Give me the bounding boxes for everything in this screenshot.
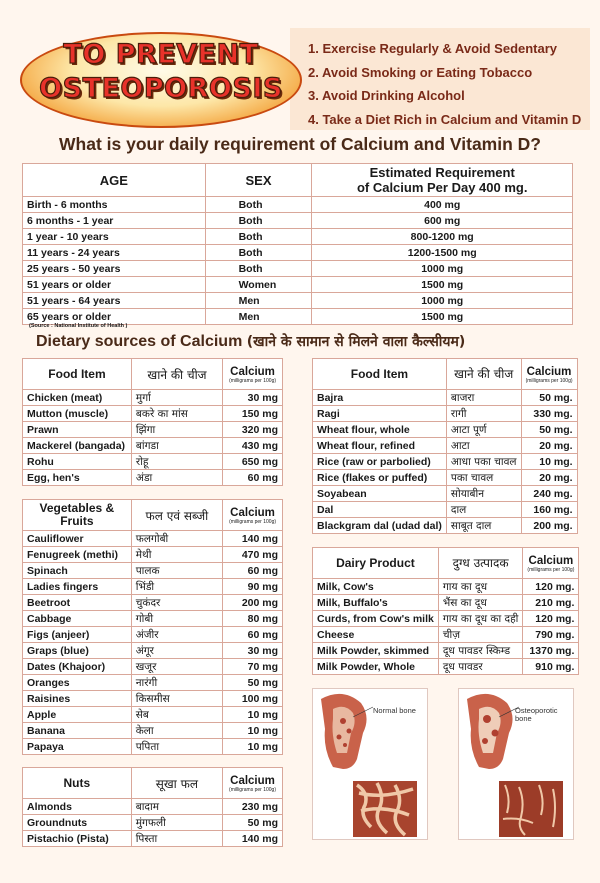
table-row: [23, 627, 283, 643]
table-row: [23, 707, 283, 723]
item-name-cell: Groundnuts: [23, 815, 132, 831]
calcium-value-cell: 100 mg: [223, 691, 283, 707]
hindi-name-cell: भैंस का दूध: [438, 595, 523, 611]
table-header-row: [23, 768, 283, 799]
calcium-value-cell: 120 mg.: [523, 579, 579, 595]
table-row: [23, 213, 573, 229]
item-name-cell: Wheat flour, refined: [313, 438, 447, 454]
item-name-cell: Figs (anjeer): [23, 627, 132, 643]
item-name-cell: Milk Powder, Whole: [313, 659, 439, 675]
hindi-name-cell: बांगडा: [131, 438, 222, 454]
col-dairy-hindi: दुग्ध उत्पादक: [438, 548, 523, 579]
hindi-name-cell: खजूर: [131, 659, 222, 675]
col-nuts-hindi: सूखा फल: [131, 768, 222, 799]
hindi-name-cell: गाय का दूध: [438, 579, 523, 595]
table-row: [313, 518, 578, 534]
calcium-value-cell: 10 mg: [223, 739, 283, 755]
item-name-cell: Chicken (meat): [23, 390, 132, 406]
table-row: [23, 643, 283, 659]
calcium-label: Calcium: [230, 507, 275, 519]
main-title: [20, 38, 302, 106]
sex-cell: Both: [205, 229, 312, 245]
table-row: [23, 815, 283, 831]
calcium-value-cell: 60 mg: [223, 627, 283, 643]
calcium-value-cell: 50 mg.: [521, 422, 577, 438]
table-header-row: [313, 359, 578, 390]
calcium-value-cell: 200 mg.: [521, 518, 577, 534]
unit-label: (milligrams per 100g): [527, 567, 575, 573]
diet-title: [36, 332, 465, 351]
col-age: AGE: [23, 164, 206, 197]
col-vegetables: Vegetables & Fruits: [23, 500, 132, 531]
sex-cell: Both: [205, 197, 312, 213]
tip-item: 1. Exercise Regularly & Avoid Sedentary: [308, 41, 558, 56]
item-name-cell: Blackgram dal (udad dal): [313, 518, 447, 534]
sex-cell: Women: [205, 277, 312, 293]
title-line-1: TO PREVENT: [63, 39, 259, 70]
age-cell: Birth - 6 months: [23, 197, 206, 213]
hindi-name-cell: सेब: [131, 707, 222, 723]
grain-body: [313, 390, 578, 534]
table-row: [313, 406, 578, 422]
table-row: [313, 486, 578, 502]
col-requirement: [312, 164, 573, 197]
age-cell: 6 months - 1 year: [23, 213, 206, 229]
age-cell: 51 years or older: [23, 277, 206, 293]
hindi-name-cell: आधा पका चावल: [446, 454, 521, 470]
requirement-cell: 1500 mg: [312, 309, 573, 325]
requirement-cell: 800-1200 mg: [312, 229, 573, 245]
calcium-value-cell: 430 mg: [223, 438, 283, 454]
table-row: [313, 627, 579, 643]
hindi-name-cell: पिस्ता: [131, 831, 222, 847]
calcium-value-cell: 140 mg: [223, 831, 283, 847]
food-items-table: [22, 358, 283, 486]
table-row: [23, 739, 283, 755]
unit-label: (milligrams per 100g): [525, 378, 573, 384]
item-name-cell: Cabbage: [23, 611, 132, 627]
table-row: [23, 531, 283, 547]
unit-label: (milligrams per 100g): [229, 787, 276, 793]
calcium-value-cell: 330 mg.: [521, 406, 577, 422]
calcium-value-cell: 10 mg: [223, 707, 283, 723]
hindi-name-cell: अंडा: [131, 470, 222, 486]
item-name-cell: Curds, from Cow's milk: [313, 611, 439, 627]
vegetables-table: [22, 499, 283, 755]
item-name-cell: Papaya: [23, 739, 132, 755]
calcium-value-cell: 60 mg: [223, 470, 283, 486]
item-name-cell: Mackerel (bangada): [23, 438, 132, 454]
calcium-value-cell: 50 mg: [223, 815, 283, 831]
calcium-value-cell: 50 mg: [223, 675, 283, 691]
col-req-line-1: Estimated Requirement: [369, 165, 515, 180]
hindi-name-cell: मुर्गा: [131, 390, 222, 406]
requirement-cell: 400 mg: [312, 197, 573, 213]
requirement-cell: 600 mg: [312, 213, 573, 229]
calcium-value-cell: 320 mg: [223, 422, 283, 438]
item-name-cell: Pistachio (Pista): [23, 831, 132, 847]
table-row: [23, 277, 573, 293]
hindi-name-cell: दूध पावडर स्किम्ड: [438, 643, 523, 659]
age-cell: 25 years - 50 years: [23, 261, 206, 277]
col-nuts: Nuts: [23, 768, 132, 799]
calcium-value-cell: 150 mg: [223, 406, 283, 422]
item-name-cell: Cauliflower: [23, 531, 132, 547]
hindi-name-cell: बकरे का मांस: [131, 406, 222, 422]
table-row: [23, 438, 283, 454]
item-name-cell: Fenugreek (methi): [23, 547, 132, 563]
item-name-cell: Rohu: [23, 454, 132, 470]
source-note: (Source : National Institute of Health ): [29, 323, 128, 329]
table-row: [23, 675, 283, 691]
table-header-row: [313, 548, 579, 579]
table-row: [23, 611, 283, 627]
hindi-name-cell: रोहू: [131, 454, 222, 470]
table-row: [23, 831, 283, 847]
table-row: [23, 563, 283, 579]
requirement-title: What is your daily requirement of Calcium and Vitamin D?: [59, 134, 541, 154]
item-name-cell: Apple: [23, 707, 132, 723]
table-row: [23, 261, 573, 277]
sex-cell: Men: [205, 293, 312, 309]
item-name-cell: Rice (raw or parbolied): [313, 454, 447, 470]
sex-cell: Men: [205, 309, 312, 325]
sex-cell: Both: [205, 245, 312, 261]
hindi-name-cell: सोयाबीन: [446, 486, 521, 502]
table-header-row: [23, 500, 283, 531]
table-row: [23, 799, 283, 815]
hindi-name-cell: अंगूर: [131, 643, 222, 659]
calcium-label: Calcium: [526, 366, 572, 378]
item-name-cell: Ladies fingers: [23, 579, 132, 595]
col-food-hindi: खाने की चीज: [131, 359, 222, 390]
item-name-cell: Milk, Cow's: [313, 579, 439, 595]
tip-item: 3. Avoid Drinking Alcohol: [308, 88, 465, 103]
item-name-cell: Milk, Buffalo's: [313, 595, 439, 611]
col-req-line-2: of Calcium Per Day 400 mg.: [356, 180, 528, 195]
table-row: [313, 438, 578, 454]
hindi-name-cell: किसमीस: [131, 691, 222, 707]
calcium-value-cell: 210 mg.: [523, 595, 579, 611]
tips-list: [308, 37, 581, 131]
normal-bone-image: [312, 688, 428, 840]
item-name-cell: Mutton (muscle): [23, 406, 132, 422]
table-row: [313, 422, 578, 438]
hindi-name-cell: केला: [131, 723, 222, 739]
requirement-cell: 1000 mg: [312, 261, 573, 277]
hindi-name-cell: अंजीर: [131, 627, 222, 643]
hindi-name-cell: बाजरा: [446, 390, 521, 406]
requirement-table: [22, 163, 573, 325]
item-name-cell: Spinach: [23, 563, 132, 579]
calcium-value-cell: 140 mg: [223, 531, 283, 547]
table-row: [23, 454, 283, 470]
header: [0, 0, 600, 140]
col-calcium: [223, 768, 283, 799]
hindi-name-cell: नारंगी: [131, 675, 222, 691]
hindi-name-cell: गोबी: [131, 611, 222, 627]
table-row: [313, 502, 578, 518]
diet-title-en: Dietary sources of Calcium: [36, 333, 243, 350]
item-name-cell: Milk Powder, skimmed: [313, 643, 439, 659]
item-name-cell: Wheat flour, whole: [313, 422, 447, 438]
osteoporotic-bone-label: Osteoporotic bone: [515, 706, 558, 723]
col-calcium: [223, 359, 283, 390]
nuts-table: [22, 767, 283, 847]
calcium-value-cell: 20 mg.: [521, 470, 577, 486]
hindi-name-cell: भिंडी: [131, 579, 222, 595]
calcium-value-cell: 790 mg.: [523, 627, 579, 643]
col-dairy: Dairy Product: [313, 548, 439, 579]
title-line-2: OSTEOPOROSIS: [39, 73, 283, 104]
item-name-cell: Prawn: [23, 422, 132, 438]
item-name-cell: Bajra: [313, 390, 447, 406]
calcium-value-cell: 10 mg.: [521, 454, 577, 470]
hindi-name-cell: मुंगफली: [131, 815, 222, 831]
calcium-value-cell: 90 mg: [223, 579, 283, 595]
diet-title-hi: (खाने के सामान से मिलने वाला कैल्सीयम): [246, 334, 466, 350]
calcium-value-cell: 650 mg: [223, 454, 283, 470]
table-row: [313, 470, 578, 486]
table-row: [23, 197, 573, 213]
sex-cell: Both: [205, 213, 312, 229]
requirement-body: [23, 197, 573, 325]
osteoporotic-bone-image: [458, 688, 574, 840]
sex-cell: Both: [205, 261, 312, 277]
calcium-value-cell: 200 mg: [223, 595, 283, 611]
hindi-name-cell: दाल: [446, 502, 521, 518]
hindi-name-cell: रागी: [446, 406, 521, 422]
calcium-value-cell: 10 mg: [223, 723, 283, 739]
calcium-value-cell: 30 mg: [223, 643, 283, 659]
calcium-label: Calcium: [528, 555, 574, 567]
item-name-cell: Graps (blue): [23, 643, 132, 659]
table-row: [23, 659, 283, 675]
item-name-cell: Cheese: [313, 627, 439, 643]
table-row: [313, 643, 579, 659]
calcium-value-cell: 30 mg: [223, 390, 283, 406]
col-calcium: [523, 548, 579, 579]
item-name-cell: Egg, hen's: [23, 470, 132, 486]
hindi-name-cell: साबूत दाल: [446, 518, 521, 534]
table-header-row: [23, 164, 573, 197]
calcium-value-cell: 240 mg.: [521, 486, 577, 502]
table-row: [23, 723, 283, 739]
item-name-cell: Soyabean: [313, 486, 447, 502]
hindi-name-cell: गाय का दूध का दही: [438, 611, 523, 627]
table-row: [313, 595, 579, 611]
hindi-name-cell: चुकंदर: [131, 595, 222, 611]
calcium-value-cell: 80 mg: [223, 611, 283, 627]
item-name-cell: Dates (Khajoor): [23, 659, 132, 675]
age-cell: 11 years - 24 years: [23, 245, 206, 261]
col-sex: SEX: [205, 164, 312, 197]
table-row: [23, 245, 573, 261]
calcium-value-cell: 120 mg.: [523, 611, 579, 627]
table-row: [313, 659, 579, 675]
item-name-cell: Almonds: [23, 799, 132, 815]
calcium-value-cell: 910 mg.: [523, 659, 579, 675]
requirement-cell: 1500 mg: [312, 277, 573, 293]
veg-body: [23, 531, 283, 755]
hindi-name-cell: मेथी: [131, 547, 222, 563]
table-row: [23, 293, 573, 309]
table-row: [313, 579, 579, 595]
nuts-body: [23, 799, 283, 847]
table-row: [23, 579, 283, 595]
table-row: [23, 691, 283, 707]
item-name-cell: Banana: [23, 723, 132, 739]
item-name-cell: Raisines: [23, 691, 132, 707]
requirement-cell: 1200-1500 mg: [312, 245, 573, 261]
calcium-label: Calcium: [230, 775, 275, 787]
dairy-body: [313, 579, 579, 675]
calcium-value-cell: 20 mg.: [521, 438, 577, 454]
col-calcium: [521, 359, 577, 390]
tip-item: 2. Avoid Smoking or Eating Tobacco: [308, 64, 533, 80]
table-row: [23, 547, 283, 563]
item-name-cell: Ragi: [313, 406, 447, 422]
calcium-label: Calcium: [230, 366, 275, 378]
normal-bone-label: Normal bone: [373, 706, 416, 715]
calcium-value-cell: 50 mg.: [521, 390, 577, 406]
hindi-name-cell: आटा: [446, 438, 521, 454]
col-calcium: [223, 500, 283, 531]
requirement-cell: 1000 mg: [312, 293, 573, 309]
hindi-name-cell: चीज़: [438, 627, 523, 643]
calcium-value-cell: 230 mg: [223, 799, 283, 815]
dairy-table: [312, 547, 579, 675]
hindi-name-cell: पपिता: [131, 739, 222, 755]
food-body: [23, 390, 283, 486]
col-food-item: Food Item: [23, 359, 132, 390]
hindi-name-cell: बादाम: [131, 799, 222, 815]
calcium-value-cell: 160 mg.: [521, 502, 577, 518]
age-cell: 65 years or older: [23, 309, 206, 325]
table-row: [23, 390, 283, 406]
grains-table: [312, 358, 578, 534]
item-name-cell: Oranges: [23, 675, 132, 691]
hindi-name-cell: पका चावल: [446, 470, 521, 486]
table-row: [23, 229, 573, 245]
table-row: [313, 611, 579, 627]
calcium-value-cell: 70 mg: [223, 659, 283, 675]
calcium-value-cell: 1370 mg.: [523, 643, 579, 659]
col-food-item: Food Item: [313, 359, 447, 390]
unit-label: (milligrams per 100g): [229, 519, 277, 525]
age-cell: 51 years - 64 years: [23, 293, 206, 309]
hindi-name-cell: पालक: [131, 563, 222, 579]
table-row: [23, 470, 283, 486]
item-name-cell: Dal: [313, 502, 447, 518]
hindi-name-cell: आटा पूर्ण: [446, 422, 521, 438]
col-veg-hindi: फल एवं सब्जी: [131, 500, 222, 531]
table-row: [23, 406, 283, 422]
table-row: [23, 595, 283, 611]
table-row: [313, 454, 578, 470]
tip-item: 4. Take a Diet Rich in Calcium and Vitamin D: [308, 111, 582, 127]
hindi-name-cell: झिंगा: [131, 422, 222, 438]
hindi-name-cell: फलगोबी: [131, 531, 222, 547]
hindi-name-cell: दूध पावडर: [438, 659, 523, 675]
table-header-row: [23, 359, 283, 390]
item-name-cell: Beetroot: [23, 595, 132, 611]
table-row: [313, 390, 578, 406]
calcium-value-cell: 60 mg: [223, 563, 283, 579]
age-cell: 1 year - 10 years: [23, 229, 206, 245]
col-grain-hindi: खाने की चीज: [446, 359, 521, 390]
calcium-value-cell: 470 mg: [223, 547, 283, 563]
item-name-cell: Rice (flakes or puffed): [313, 470, 447, 486]
unit-label: (milligrams per 100g): [229, 378, 277, 384]
table-row: [23, 422, 283, 438]
